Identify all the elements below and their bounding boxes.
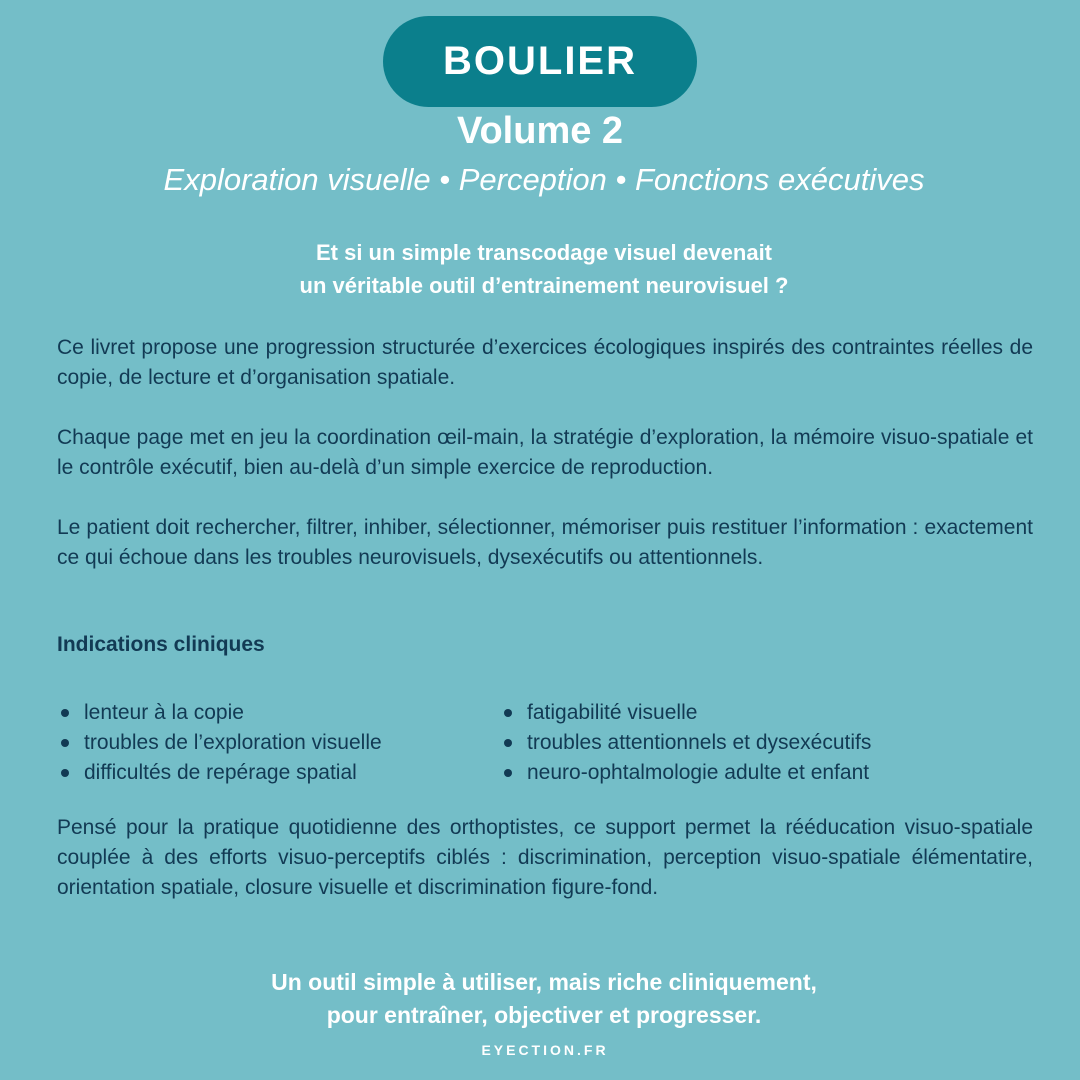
closing-line-2: pour entraîner, objectiver et progresser.: [326, 1002, 762, 1028]
list-item: [60, 728, 382, 758]
bullet-icon: [61, 709, 69, 717]
list-item: [60, 698, 382, 728]
badge-label: BOULIER: [443, 39, 637, 83]
bullet-icon: [61, 769, 69, 777]
question-line-1: Et si un simple transcodage visuel devenait: [315, 240, 773, 265]
list-item: [503, 728, 871, 758]
list-item: [503, 758, 871, 788]
indications-list-left: [60, 698, 382, 788]
subtitle: Exploration visuelle • Perception • Fonctions exécutives: [163, 162, 925, 197]
title-badge: [383, 16, 697, 107]
bullet-icon: [504, 709, 512, 717]
bullet-icon: [61, 739, 69, 747]
bullet-icon: [504, 769, 512, 777]
paragraph-patient: Le patient doit rechercher, filtrer, inhiber, sélectionner, mémoriser puis restituer l’information : exactement ce qui échoue dans les troubles neurovisuels, dysexécutifs ou attentionnels.: [57, 516, 1033, 569]
list-item-label: troubles attentionnels et dysexécutifs: [527, 731, 872, 754]
list-item-label: troubles de l’exploration visuelle: [84, 731, 382, 754]
paragraph-intro: Ce livret propose une progression structurée d’exercices écologiques inspirés des contraintes réelles de copie, de lecture et d’organisation spatiale.: [57, 336, 1033, 389]
bullet-icon: [504, 739, 512, 747]
closing-line-1: Un outil simple à utiliser, mais riche cliniquement,: [271, 969, 817, 995]
paragraph-coordination: Chaque page met en jeu la coordination œil-main, la stratégie d’exploration, la mémoire visuo-spatiale et le contrôle exécutif, bien au-delà d’un simple exercice de reproduction.: [57, 426, 1033, 479]
question-heading: [0, 236, 1080, 302]
volume-title: Volume 2: [456, 110, 624, 152]
closing-statement: [0, 966, 1080, 1032]
list-item-label: fatigabilité visuelle: [527, 701, 698, 724]
question-line-2: un véritable outil d’entrainement neurovisuel ?: [299, 273, 789, 298]
list-item: [503, 698, 871, 728]
list-item-label: lenteur à la copie: [84, 701, 244, 724]
list-item-label: neuro-ophtalmologie adulte et enfant: [527, 761, 870, 784]
indications-heading: Indications cliniques: [57, 633, 265, 656]
website-label: EYECTION.FR: [481, 1042, 609, 1058]
indications-list-right: [503, 698, 871, 788]
list-item: [60, 758, 382, 788]
list-item-label: difficultés de repérage spatial: [84, 761, 357, 784]
paragraph-practice: Pensé pour la pratique quotidienne des orthoptistes, ce support permet la rééducation visuo-spatiale couplée à des efforts visuo-perceptifs ciblés : discrimination, perception visuo-spatiale élémentatire, orientation spatiale, closure visuelle et discrimination figure-fond.: [57, 816, 1033, 899]
